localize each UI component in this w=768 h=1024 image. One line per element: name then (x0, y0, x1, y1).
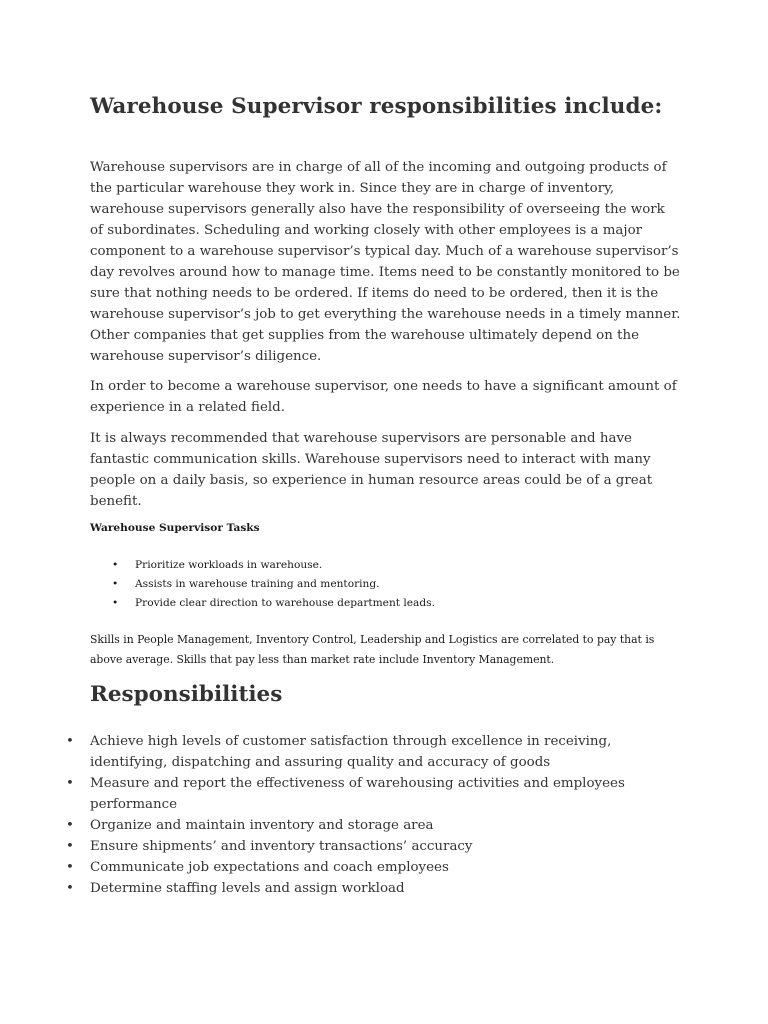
list-item (90, 556, 435, 575)
tasks-heading: Warehouse Supervisor Tasks (90, 522, 260, 534)
list-item-text: Communicate job expectations and coach employees (90, 860, 449, 875)
list-item (90, 575, 435, 594)
list-item-text: Provide clear direction to warehouse department leads. (135, 597, 435, 609)
bullet-icon: • (66, 860, 74, 875)
list-item (66, 731, 650, 773)
list-item-text: Ensure shipments’ and inventory transactions’ accuracy (90, 839, 473, 854)
list-item-text: Assists in warehouse training and mentoring. (135, 578, 380, 590)
bullet-icon: • (112, 578, 119, 590)
list-item (90, 594, 435, 613)
paragraph-experience: In order to become a warehouse supervisor, one needs to have a significant amount of experience in a related field. (90, 379, 677, 415)
list-item-text: Measure and report the effectiveness of warehousing activities and employees performance (90, 776, 625, 812)
list-item (66, 836, 650, 857)
list-item-text: Achieve high levels of customer satisfaction through excellence in receiving, identifying, dispatching and assuring quality and accuracy of goods (90, 734, 612, 770)
bullet-icon: • (66, 881, 74, 896)
responsibilities-heading: Responsibilities (90, 682, 283, 707)
bullet-icon: • (66, 776, 74, 791)
skills-paragraph: Skills in People Management, Inventory Control, Leadership and Logistics are correlated to pay that is above average. Skills that pay less than market rate include Inventory Management. (90, 633, 655, 666)
list-item (66, 815, 650, 836)
paragraph-communication: It is always recommended that warehouse supervisors are personable and have fantastic communication skills. Warehouse supervisors need to interact with many people on a daily basis, so experience in human resource areas could be of a great benefit. (90, 431, 653, 509)
list-item-text: Prioritize workloads in warehouse. (135, 559, 323, 571)
list-item-text: Organize and maintain inventory and storage area (90, 818, 434, 833)
responsibilities-list (66, 731, 650, 899)
bullet-icon: • (112, 559, 119, 571)
list-item-text: Determine staffing levels and assign workload (90, 881, 405, 896)
bullet-icon: • (66, 839, 74, 854)
bullet-icon: • (112, 597, 119, 609)
bullet-icon: • (66, 818, 74, 833)
paragraph-intro: Warehouse supervisors are in charge of all of the incoming and outgoing products of the particular warehouse they work in. Since they are in charge of inventory, warehouse supervisors generally also have the responsibility of overseeing the work of subordinates. Scheduling and working closely with other employees is a major component to a warehouse supervisor’s typical day. Much of a warehouse supervisor’s day revolves around how to manage time. Items need to be constantly monitored to be sure that nothing needs to be ordered. If items do need to be ordered, then it is the warehouse supervisor’s job to get everything the warehouse needs in a timely manner. Other companies that get supplies from the warehouse ultimately depend on the warehouse supervisor’s diligence. (90, 160, 681, 364)
list-item (66, 773, 650, 815)
tasks-list (90, 556, 435, 613)
page-title: Warehouse Supervisor responsibilities include: (90, 94, 663, 119)
list-item (66, 878, 650, 899)
list-item (66, 857, 650, 878)
bullet-icon: • (66, 734, 74, 749)
